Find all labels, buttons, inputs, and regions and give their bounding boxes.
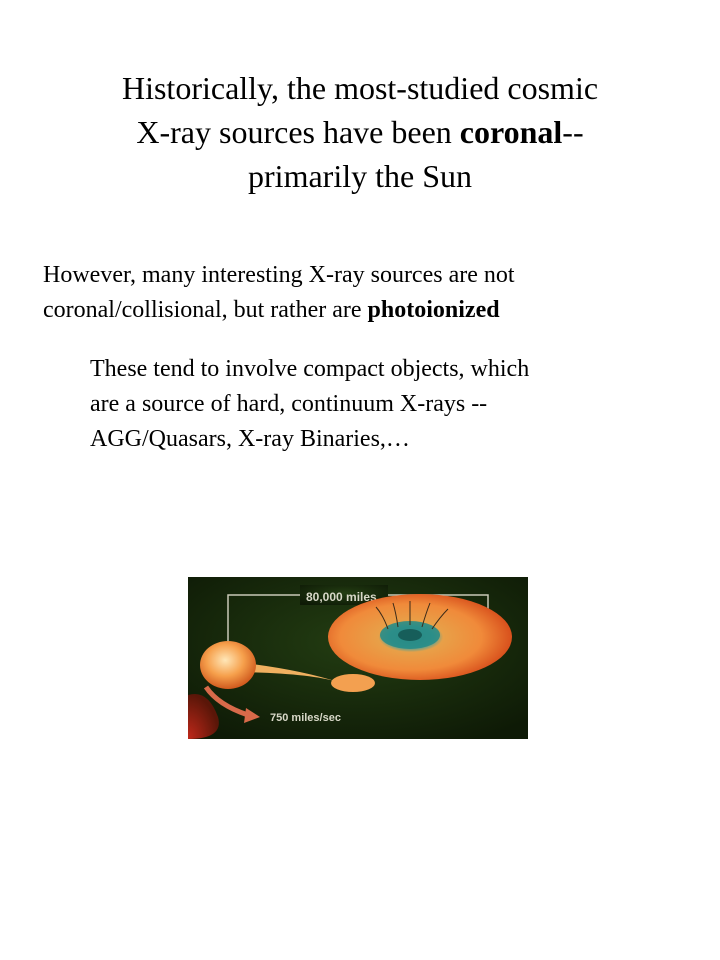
sub-line-3: AGG/Quasars, X-ray Binaries,… <box>90 426 410 452</box>
title-coronal-term: coronal <box>459 114 563 150</box>
binary-star-image <box>188 577 528 739</box>
photoionized-term: photoionized <box>367 297 500 323</box>
title-line-2-text: X-ray sources have been <box>136 114 460 150</box>
main-paragraph <box>43 258 693 328</box>
paragraph-line-1: However, many interesting X-ray sources are not <box>43 262 515 288</box>
title-line-3: primarily the Sun <box>248 158 472 194</box>
sub-paragraph <box>90 352 700 457</box>
sub-line-1: These tend to involve compact objects, which <box>90 356 530 382</box>
xray-binary-illustration <box>188 577 528 739</box>
distance-label: 80,000 miles <box>306 590 377 604</box>
title-line-2-dashes: -- <box>562 114 584 150</box>
paragraph-line-2 <box>43 293 693 328</box>
title-line-1: Historically, the most-studied cosmic <box>121 70 599 106</box>
donor-star <box>200 641 256 689</box>
title-line-2 <box>0 110 720 154</box>
slide-title <box>0 66 720 198</box>
paragraph-line-2-text: coronal/collisional, but rather are <box>43 297 368 323</box>
sub-line-2: are a source of hard, continuum X-rays -- <box>90 391 488 417</box>
speed-label: 750 miles/sec <box>270 712 341 724</box>
